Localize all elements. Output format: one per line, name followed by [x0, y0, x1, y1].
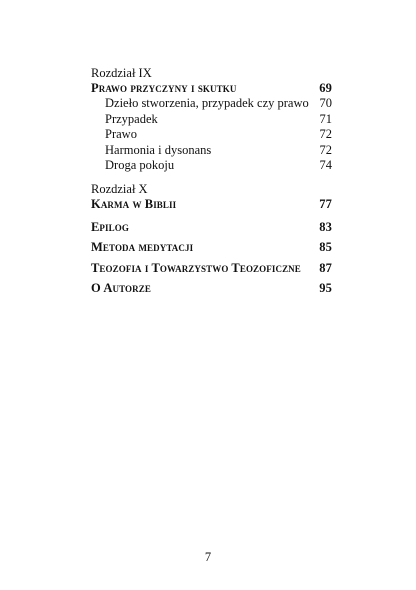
subentry-title: Przypadek: [105, 111, 158, 126]
chapter-10-group: [91, 182, 332, 212]
chapter-9-entry[interactable]: [91, 81, 332, 96]
subentry-title: Harmonia i dysonans: [105, 142, 212, 157]
entry-page: 87: [319, 260, 332, 275]
toc-entry-theosophy[interactable]: [91, 261, 332, 276]
toc-subentry[interactable]: [91, 143, 332, 159]
chapter-9-label: Rozdział IX: [91, 66, 152, 80]
page-number: 7: [204, 550, 212, 564]
entry-title: Teozofia i Towarzystwo Teozoficzne: [91, 260, 301, 275]
chapter-10-page: 77: [319, 196, 332, 211]
chapter-9-page: 69: [319, 81, 332, 95]
chapter-9-title: Prawo przyczyny i skutku: [91, 81, 237, 95]
toc-entry-meditation[interactable]: [91, 240, 332, 255]
toc-subentry[interactable]: [91, 96, 332, 112]
entry-page: 85: [319, 240, 332, 255]
subentry-page: 74: [319, 158, 332, 173]
subentry-title: Prawo: [105, 127, 137, 142]
toc-entry-epilog[interactable]: [91, 220, 332, 235]
entry-page: 95: [319, 281, 332, 296]
toc-entry-about-author[interactable]: [91, 281, 332, 296]
entry-title: Epilog: [91, 219, 129, 234]
subentry-page: 70: [319, 96, 332, 110]
subentry-page: 71: [319, 111, 332, 126]
toc-subentry[interactable]: [91, 112, 332, 128]
subentry-page: 72: [319, 142, 332, 157]
chapter-10-entry[interactable]: [91, 197, 332, 212]
entry-title: O Autorze: [91, 281, 151, 296]
chapter-10-title: Karma w Biblii: [91, 196, 177, 211]
toc-subentry[interactable]: [91, 158, 332, 174]
chapter-10-label: Rozdział X: [91, 181, 148, 196]
subentry-title: Dzieło stworzenia, przypadek czy prawo: [105, 96, 309, 110]
subentry-title: Droga pokoju: [105, 158, 175, 173]
subentry-page: 72: [319, 127, 332, 142]
table-of-contents: [91, 66, 332, 302]
entry-page: 83: [319, 219, 332, 234]
entry-title: Metoda medytacji: [91, 240, 194, 255]
chapter-9-group: [91, 66, 332, 174]
toc-subentry[interactable]: [91, 127, 332, 143]
